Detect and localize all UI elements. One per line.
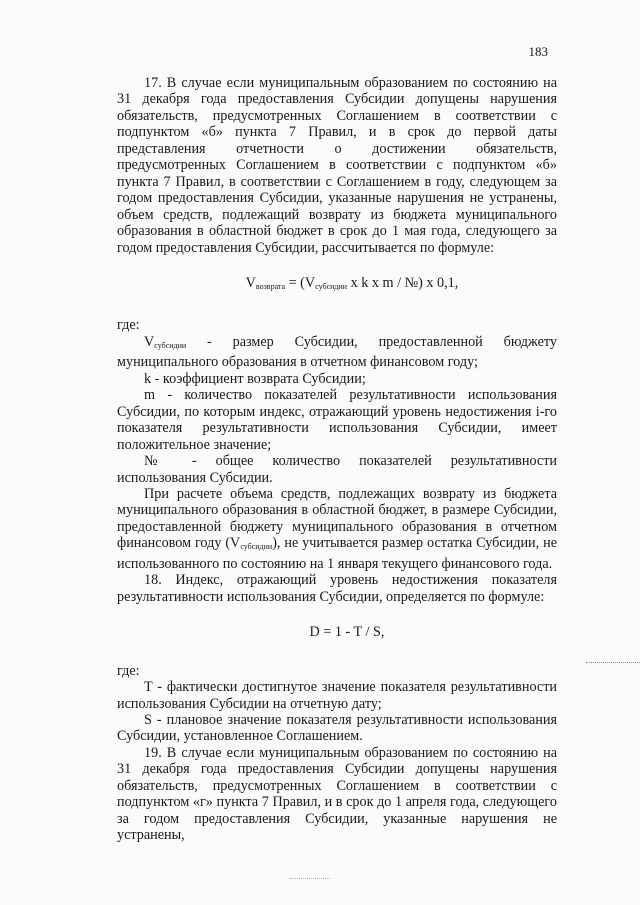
formula-return-volume (117, 275, 557, 295)
formula-lhs: V (245, 274, 256, 291)
def-v-text: - размер Субсидии, предоставленной бюджету муниципального образования в отчетном финансовом году; (117, 333, 557, 371)
paragraph-19: 19. В случае если муниципальным образованием по состоянию на 31 декабря года предоставления Субсидии допущены нарушения обязательств, предусмотренных Соглашением в соответствии с подпунктом «г» пункта 7 Правил, и в срок до 1 апреля года, следующего за годом предоставления Субсидии, указанные нарушения не устранены, (117, 744, 557, 844)
paragraph-17: 17. В случае если муниципальным образованием по состоянию на 31 декабря года предоставления Субсидии допущены нарушения обязательств, предусмотренных Соглашением в соответствии с подпунктом «б» пункта 7 Правил, и в срок до первой даты представления отчетности о достижении обязательств, предусмотренных Соглашением в соответствии с подпунктом «б» пункта 7 Правил, в соответствии с Соглашением в году, следующем за годом предоставления Субсидии, указанные нарушения не устранены, объем средств, подлежащий возврату из бюджета муниципального образования в областной бюджет в срок до 1 мая года, следующего за годом предоставления Субсидии, рассчитывается по формуле: (117, 75, 557, 256)
page-number: 183 (528, 44, 548, 59)
paragraph-calculation (117, 486, 557, 572)
formula-index: D = 1 - T / S, (309, 624, 385, 641)
paragraph-18: 18. Индекс, отражающий уровень недостижения показателя результативности использования Субсидии, определяется по формуле: (117, 572, 557, 605)
calc-part2: ), не учитывается размер остатка Субсидии, не использованного по состоянию на 1 января текущего финансового года. (117, 535, 557, 572)
definition-s: S - плановое значение показателя результативности использования Субсидии, установленное Соглашением. (117, 711, 557, 745)
formula-subsidy-sub: субсидии (315, 281, 348, 291)
def-v-sub: субсидии (154, 340, 187, 350)
definition-v-subsidy (117, 334, 557, 371)
definition-n: № - общее количество показателей результативности использования Субсидии. (117, 453, 557, 486)
margin-scan-mark (586, 662, 640, 663)
def-v-symbol: V (144, 333, 155, 350)
where-label-1: где: (117, 317, 140, 334)
definition-m: m - количество показателей результативности использования Субсидии, по которым индекс, отражающий уровень недостижения i-го показателя результативности использования Субсидии, имеет положительное значение; (117, 387, 557, 453)
document-body (117, 75, 557, 844)
formula-lhs-sub: возврата (255, 281, 286, 291)
where-label-2: где: (117, 662, 140, 679)
definition-t: T - фактически достигнутое значение показателя результативности использования Субсидии на отчетную дату; (117, 679, 557, 712)
definition-k: k - коэффициент возврата Субсидии; (144, 370, 366, 387)
calc-part1: При расчете объема средств, подлежащих возврату из бюджета муниципального образования в областной бюджет, в размере Субсидии, предоставленной бюджету муниципального образования в отчетном финансовом году (V (117, 485, 557, 552)
calc-sub: субсидии (240, 542, 273, 552)
formula-open: = (V (285, 274, 316, 291)
bottom-scan-mark (290, 878, 330, 879)
formula-rest: x k x m / №) x 0,1, (347, 274, 459, 291)
